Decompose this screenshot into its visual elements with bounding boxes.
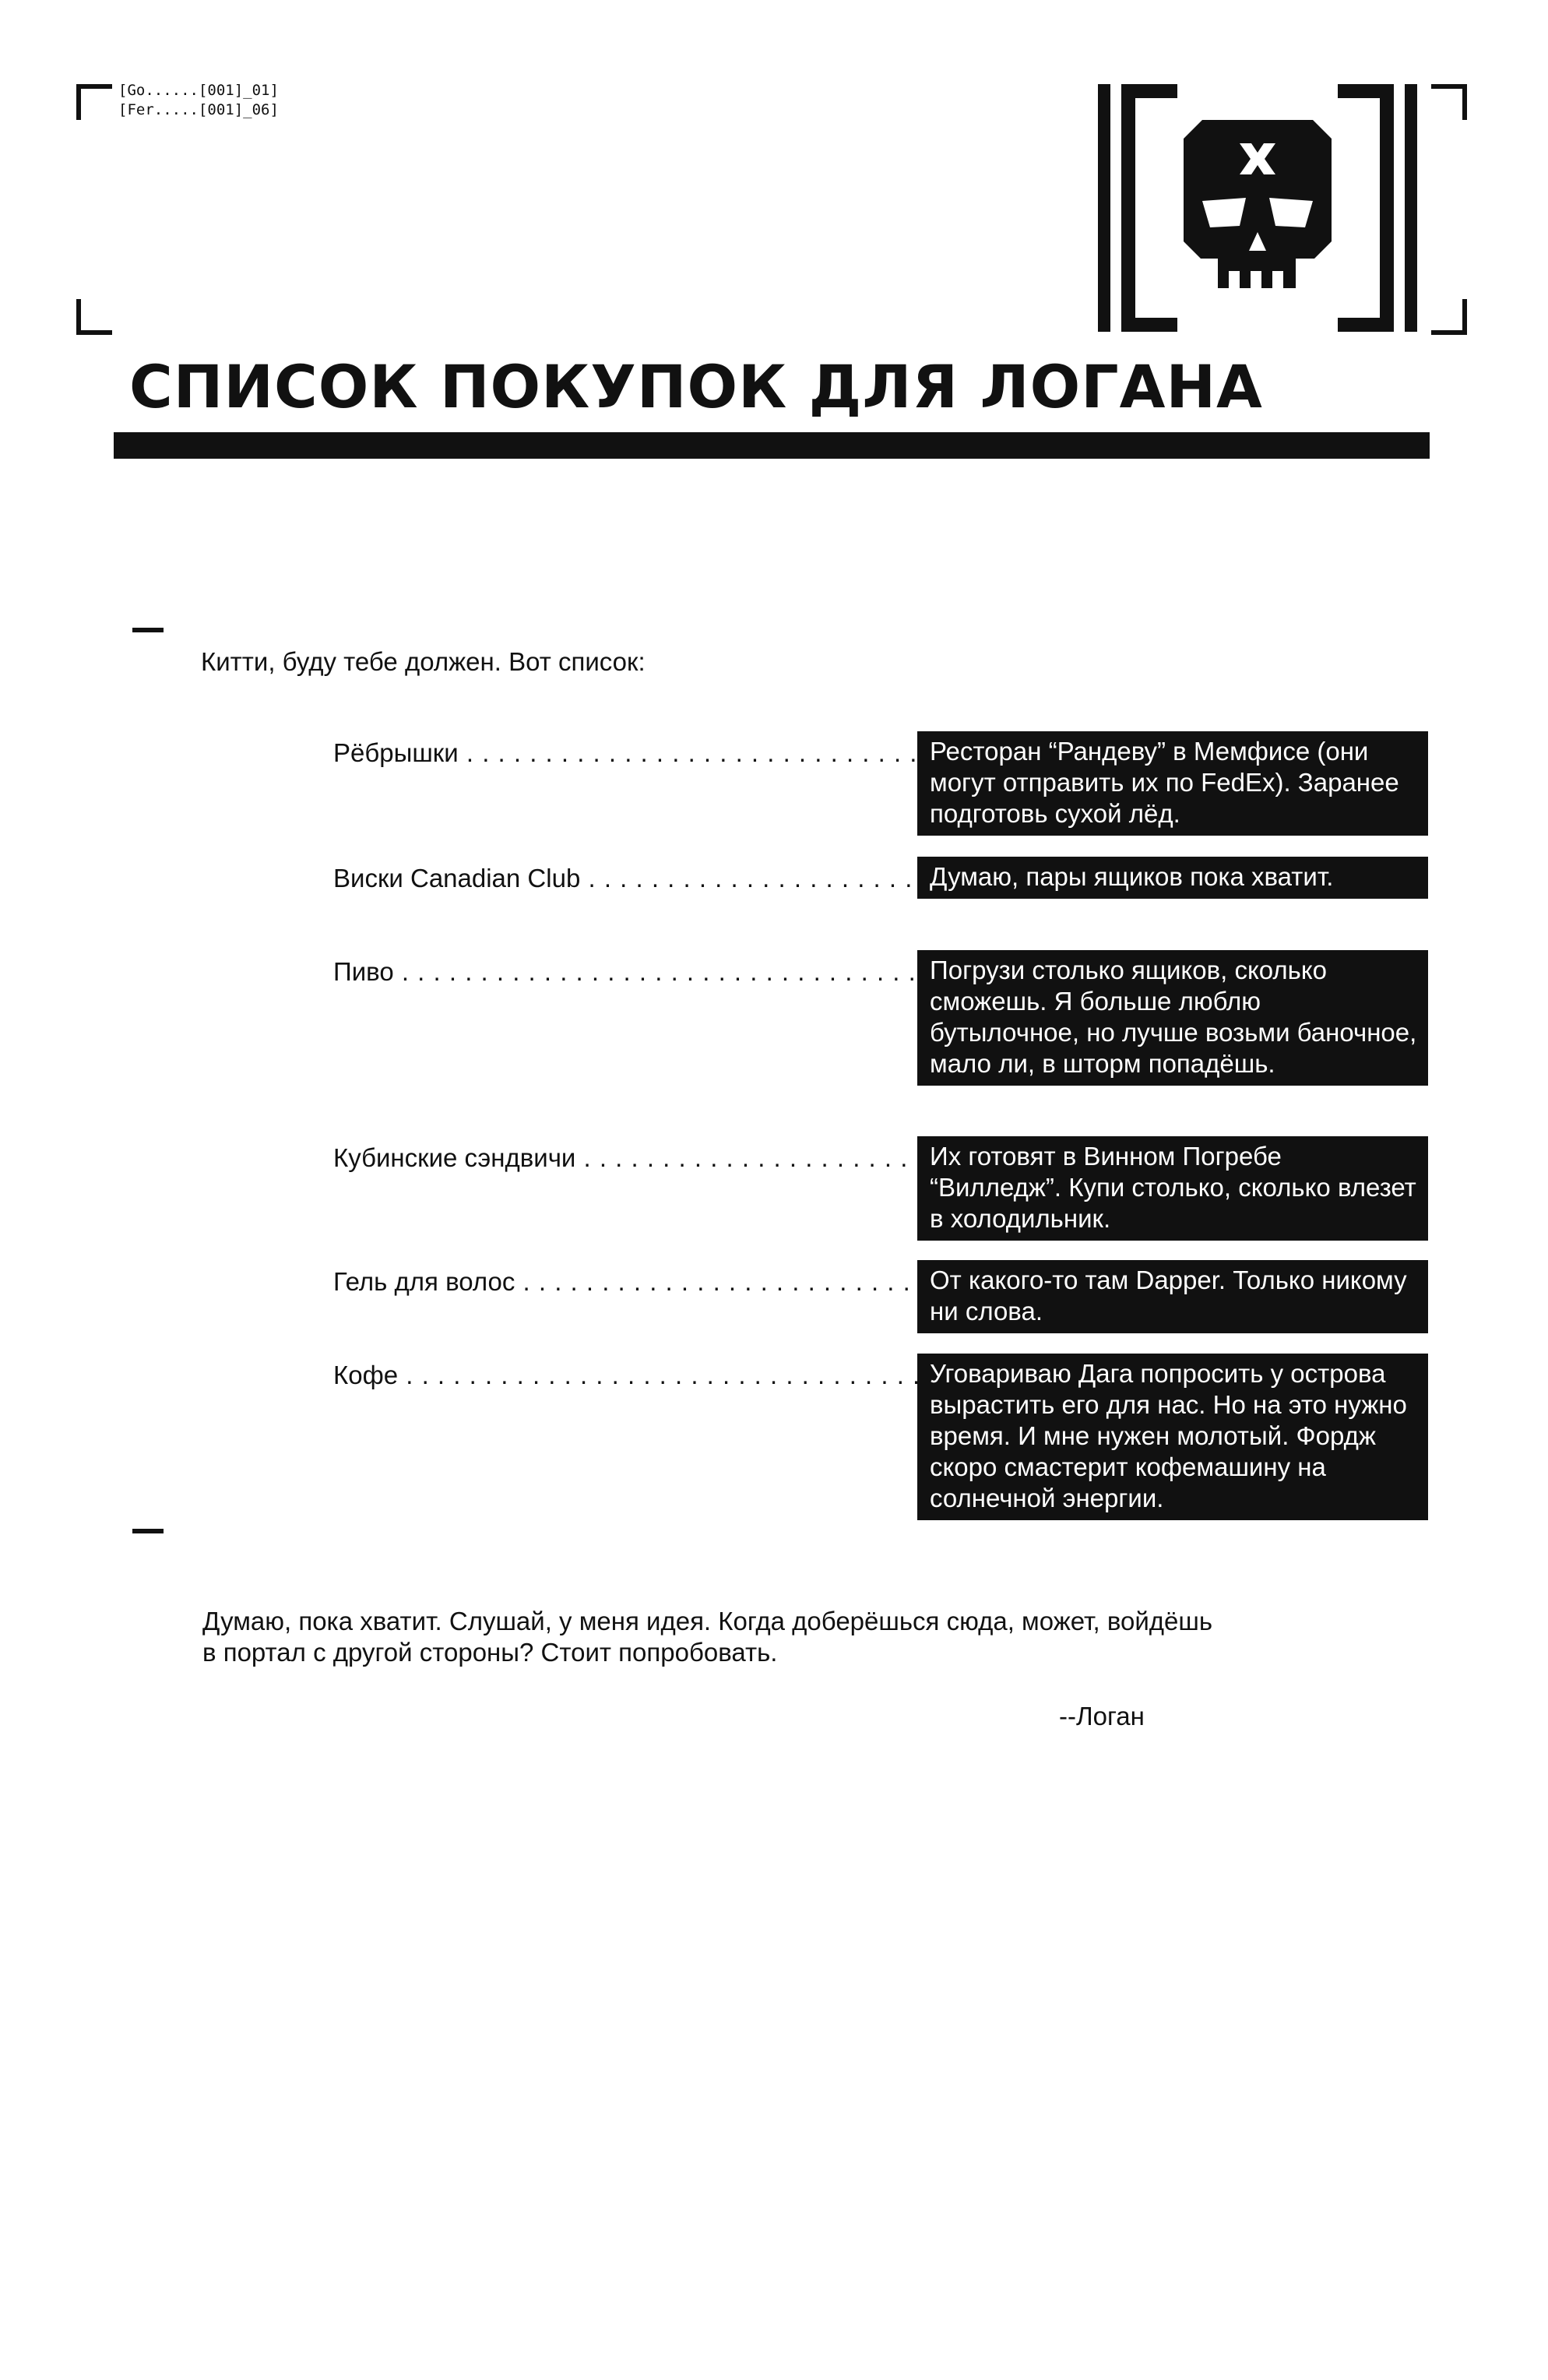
- closing-text: Думаю, пока хватит. Слушай, у меня идея. Когда доберёшься сюда, может, войдёшь в портал с другой стороны? Стоит попробовать.: [202, 1607, 1213, 1667]
- corner-bracket-bottom-right: [1431, 299, 1467, 335]
- file-codes: [118, 81, 279, 120]
- file-code-line: [Go......[001]_01]: [118, 82, 279, 99]
- item-note: Ресторан “Рандеву” в Мемфисе (они могут отправить их по FedEx). Заранее подготовь сухой лёд.: [917, 731, 1428, 836]
- signature: --Логан: [1059, 1702, 1145, 1730]
- x-men-skull-logo: [1098, 84, 1417, 332]
- item-note: От какого-то там Dapper. Только никому ни слова.: [917, 1260, 1428, 1333]
- list-end-dash: [132, 1529, 164, 1533]
- title-underline-bar: [114, 432, 1430, 459]
- corner-bracket-top-left: [76, 84, 112, 120]
- item-note: Погрузи столько ящиков, сколько сможешь. Я больше люблю бутылочное, но лучше возьми баночное, мало ли, в шторм попадёшь.: [917, 950, 1428, 1086]
- item-label: Рёбрышки . . .: [333, 736, 919, 770]
- item-note: Думаю, пары ящиков пока хватит.: [917, 857, 1428, 899]
- item-note: Уговариваю Дага попросить у острова вырастить его для нас. Но на это нужно время. И мне нужен молотый. Фордж скоро смастерит кофемашину на солнечной энергии.: [917, 1354, 1428, 1520]
- skull-icon: [1184, 120, 1332, 288]
- item-note: Их готовят в Винном Погребе “Вилледж”. Купи столько, сколько влезет в холодильник.: [917, 1136, 1428, 1241]
- list-start-dash: [132, 628, 164, 632]
- item-label: Кубинские сэндвичи . . .: [333, 1141, 919, 1175]
- file-code-line: [Fer.....[001]_06]: [118, 101, 279, 118]
- item-label: Гель для волос . . .: [333, 1265, 919, 1299]
- page-title: СПИСОК ПОКУПОК ДЛЯ ЛОГАНА: [129, 352, 1263, 421]
- item-label: Виски Canadian Club . . .: [333, 861, 919, 896]
- item-label: Кофе . . .: [333, 1358, 919, 1392]
- corner-bracket-bottom-left: [76, 299, 112, 335]
- item-label: Пиво . . .: [333, 955, 919, 989]
- corner-bracket-top-right: [1431, 84, 1467, 120]
- intro-text: Китти, буду тебе должен. Вот список:: [201, 647, 646, 676]
